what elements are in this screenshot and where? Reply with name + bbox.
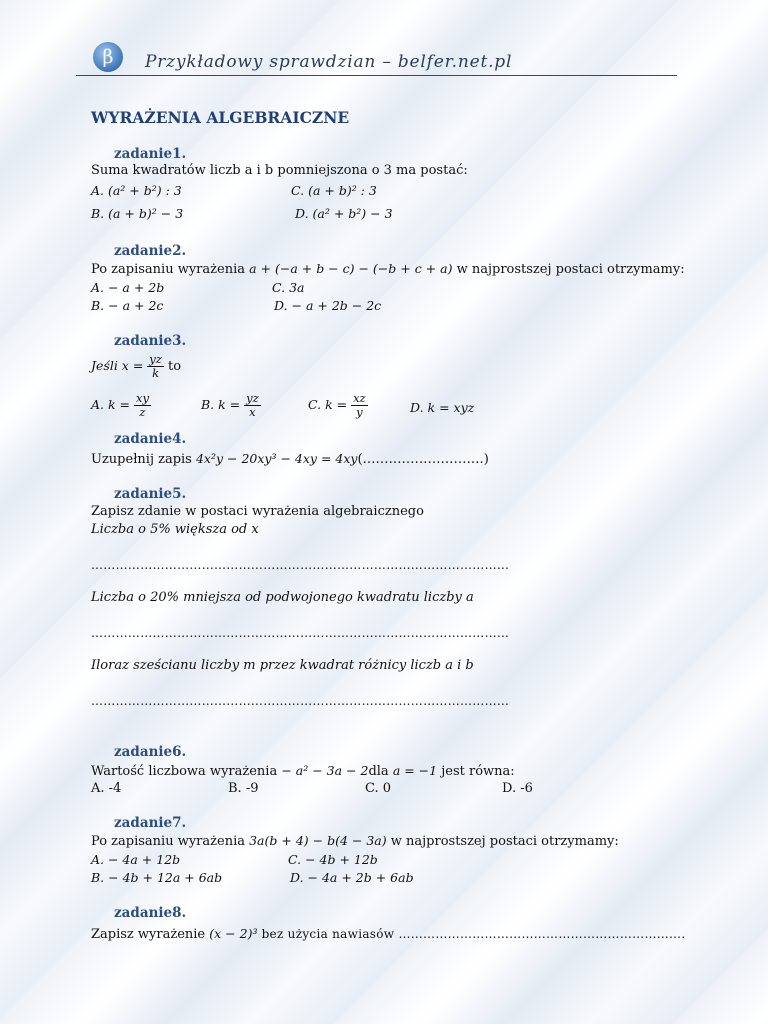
task-2-question-pre: Po zapisaniu wyrażenia [91, 262, 250, 277]
task-6-expression: − a² − 3a − 2 [281, 763, 369, 778]
task-1-heading: zadanie1. [114, 146, 187, 162]
task-3-option-c [308, 392, 368, 419]
option-label: B. k = [201, 397, 245, 413]
task-4-blank: (……………………….) [357, 452, 489, 467]
task-6-question-pre: Wartość liczbowa wyrażenia [91, 764, 282, 779]
task-5-intro: Zapisz zdanie w postaci wyrażenia algebraicznego [91, 504, 424, 519]
task-4-question-pre: Uzupełnij zapis [91, 452, 196, 467]
task-8-heading: zadanie8. [114, 905, 187, 921]
fraction-denominator: y [356, 405, 363, 420]
task-7-question [91, 833, 619, 849]
task-6-heading: zadanie6. [114, 744, 187, 760]
task-5-answer-line-2: ………………………………………………………………………………………… [91, 626, 510, 640]
task-2-expression: a + (−a + b − c) − (−b + c + a) [249, 261, 453, 276]
task-8-question-pre: Zapisz wyrażenie [91, 927, 210, 942]
task-6-question-mid: dla [368, 764, 393, 779]
fraction-numerator: yz [149, 352, 162, 366]
fraction-numerator: yz [246, 391, 259, 405]
option-fraction [244, 392, 261, 419]
task-3-fraction [147, 353, 164, 380]
task-1-option-b: B. (a + b)² − 3 [91, 206, 184, 221]
task-7-question-post: w najprostszej postaci otrzymamy: [386, 834, 619, 849]
task-7-option-d: D. − 4a + 2b + 6ab [290, 870, 414, 885]
task-4-heading: zadanie4. [114, 431, 187, 447]
task-5-answer-line-1: ………………………………………………………………………………………… [91, 558, 510, 572]
task-5-sentence-1: Liczba o 5% większa od x [91, 522, 259, 537]
header-title: Przykładowy sprawdzian – belfer.net.pl [145, 52, 513, 72]
fraction-numerator: xz [353, 391, 366, 405]
task-2-question-post: w najprostszej postaci otrzymamy: [452, 262, 685, 277]
task-3-question-post: to [167, 359, 182, 375]
option-label: C. k = [308, 397, 352, 413]
task-3-question-pre: Jeśli x = [91, 358, 148, 374]
option-fraction [134, 392, 151, 419]
task-5-heading: zadanie5. [114, 486, 187, 502]
task-1-option-c: C. (a + b)² : 3 [291, 183, 377, 198]
task-6-question-post: jest równa: [437, 764, 515, 779]
task-4-expression: 4x²y − 20xy³ − 4xy = 4xy [195, 451, 358, 466]
fraction-denominator: z [139, 405, 146, 420]
task-3-option-b [201, 392, 261, 419]
task-6-option-c: C. 0 [365, 781, 392, 796]
task-5-sentence-3: Iloraz sześcianu liczby m przez kwadrat różnicy liczb a i b [91, 658, 474, 673]
task-7-heading: zadanie7. [114, 815, 187, 831]
task-7-option-a: A. − 4a + 12b [91, 852, 181, 867]
task-5-answer-line-3: ………………………………………………………………………………………… [91, 694, 510, 708]
task-6-option-d: D. -6 [502, 781, 533, 796]
fraction-denominator: k [152, 366, 160, 381]
task-2-option-a: A. − a + 2b [91, 280, 165, 295]
task-1-option-d: D. (a² + b²) − 3 [295, 206, 393, 221]
header-divider [76, 75, 677, 76]
task-7-option-b: B. − 4b + 12a + 6ab [91, 870, 223, 885]
task-7-question-pre: Po zapisaniu wyrażenia [91, 834, 250, 849]
task-8-question [91, 926, 685, 942]
task-6-condition: a = −1 [392, 763, 438, 778]
task-2-question [91, 261, 685, 277]
task-6-option-a: A. -4 [91, 781, 122, 796]
task-7-expression: 3a(b + 4) − b(4 − 3a) [249, 833, 387, 848]
task-8-question-post: bez użycia nawiasów ……………………………………………………………. [257, 927, 686, 941]
task-2-heading: zadanie2. [114, 243, 187, 259]
task-5-sentence-2: Liczba o 20% mniejsza od podwojonego kwadratu liczby a [91, 590, 474, 605]
task-1-option-a: A. (a² + b²) : 3 [91, 183, 182, 198]
task-2-option-b: B. − a + 2c [91, 298, 164, 313]
task-3-question [91, 353, 181, 380]
task-8-expression: (x − 2)³ [209, 926, 258, 941]
task-3-option-d: D. k = xyz [410, 400, 475, 415]
task-1-question: Suma kwadratów liczb a i b pomniejszona o 3 ma postać: [91, 163, 468, 178]
fraction-denominator: x [249, 405, 256, 420]
task-4-question [91, 451, 489, 467]
option-label: A. k = [91, 397, 134, 413]
task-2-option-c: C. 3a [272, 280, 305, 295]
task-6-option-b: B. -9 [228, 781, 259, 796]
task-7-option-c: C. − 4b + 12b [288, 852, 378, 867]
beta-logo-icon: β [93, 42, 123, 72]
option-fraction [351, 392, 368, 419]
task-3-heading: zadanie3. [114, 333, 187, 349]
task-6-question [91, 763, 515, 779]
task-3-option-a [91, 392, 151, 419]
task-2-option-d: D. − a + 2b − 2c [274, 298, 382, 313]
fraction-numerator: xy [135, 391, 149, 405]
document-title: WYRAŻENIA ALGEBRAICZNE [91, 108, 350, 127]
